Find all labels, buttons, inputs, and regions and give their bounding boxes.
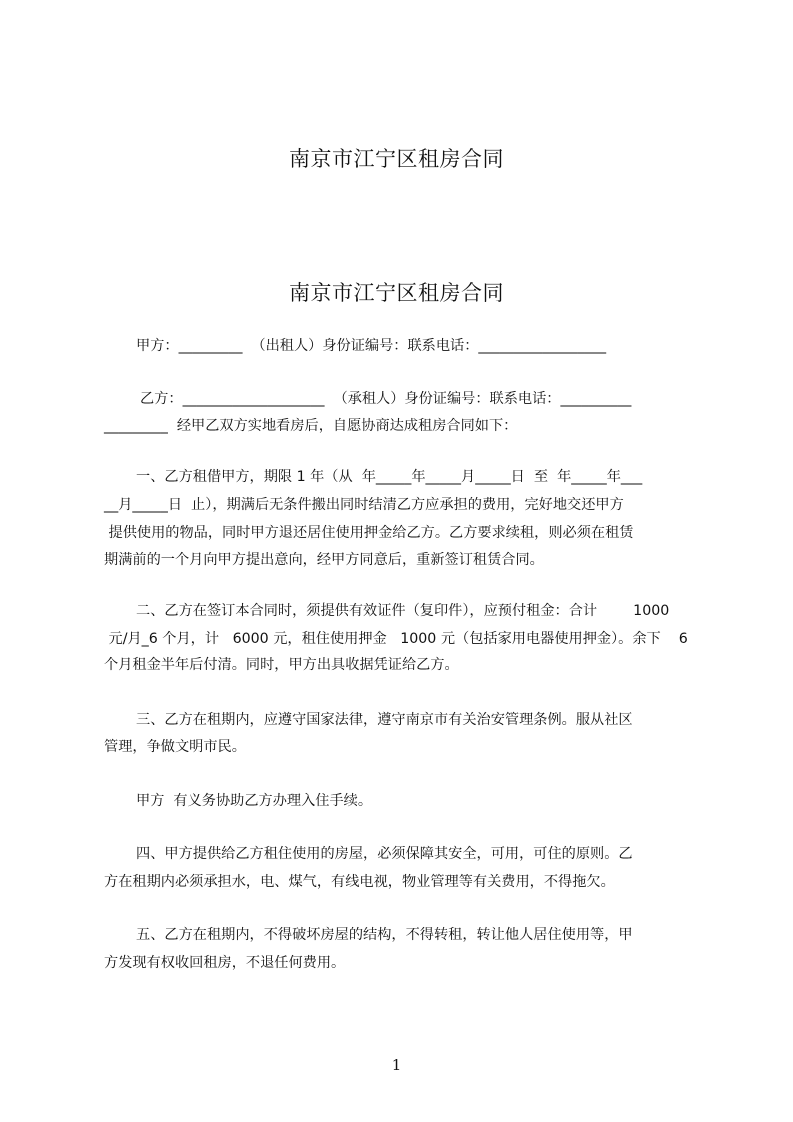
clause-2-line: 二、乙方在签订本合同时，须提供有效证件（复印件），应预付租金：合计 1000 (136, 603, 670, 619)
party-a-duty: 甲方 有义务协助乙方办理入住手续。 (136, 793, 373, 809)
clause-2-line: 个月租金半年后付清。同时，甲方出具收据凭证给乙方。 (104, 657, 459, 673)
contract-title: 南京市江宁区租房合同 (289, 281, 504, 305)
party-b-line-2: _________ 经甲乙双方实地看房后，自愿协商达成租房合同如下： (104, 418, 518, 434)
party-b-line-1: 乙方：____________________ （承租人）身份证编号：联系电话：__________ (140, 391, 632, 407)
clause-2-line: 元/月_6 个月，计 6000 元，租住使用押金 1000 元（包括家用电器使用押金）。余下 6 (104, 631, 688, 647)
clause-1-line: 期满前的一个月向甲方提出意向，经甲方同意后，重新签订租赁合同。 (104, 552, 544, 568)
clause-3-line: 管理，争做文明市民。 (104, 739, 246, 755)
page-number: 1 (391, 1056, 402, 1074)
clause-4-line: 方在租期内必须承担水，电、煤气，有线电视，物业管理等有关费用，不得拖欠。 (104, 874, 615, 890)
clause-1-line: 提供使用的物品，同时甲方退还居住使用押金给乙方。乙方要求续租，则必须在租赁 (104, 525, 634, 541)
clause-1-line: 一、乙方租借甲方，期限 1 年（从 年_____年_____月_____日 至 年_____年___ (136, 469, 643, 485)
clause-5-line: 方发现有权收回租房，不退任何费用。 (104, 955, 346, 971)
cover-title: 南京市江宁区租房合同 (289, 147, 504, 171)
clause-5-line: 五、乙方在租期内，不得破坏房屋的结构，不得转租，转让他人居住使用等，甲 (136, 927, 633, 943)
clause-1-line: __月_____日 止），期满后无条件搬出同时结清乙方应承担的费用，完好地交还甲方 (104, 497, 624, 513)
clause-3-line: 三、乙方在租期内，应遵守国家法律，遵守南京市有关治安管理条例。服从社区 (136, 712, 633, 728)
party-a-line: 甲方：_________ （出租人）身份证编号：联系电话：__________________ (136, 338, 607, 354)
clause-4-line: 四、甲方提供给乙方租住使用的房屋，必须保障其安全，可用，可住的原则。乙 (136, 846, 633, 862)
